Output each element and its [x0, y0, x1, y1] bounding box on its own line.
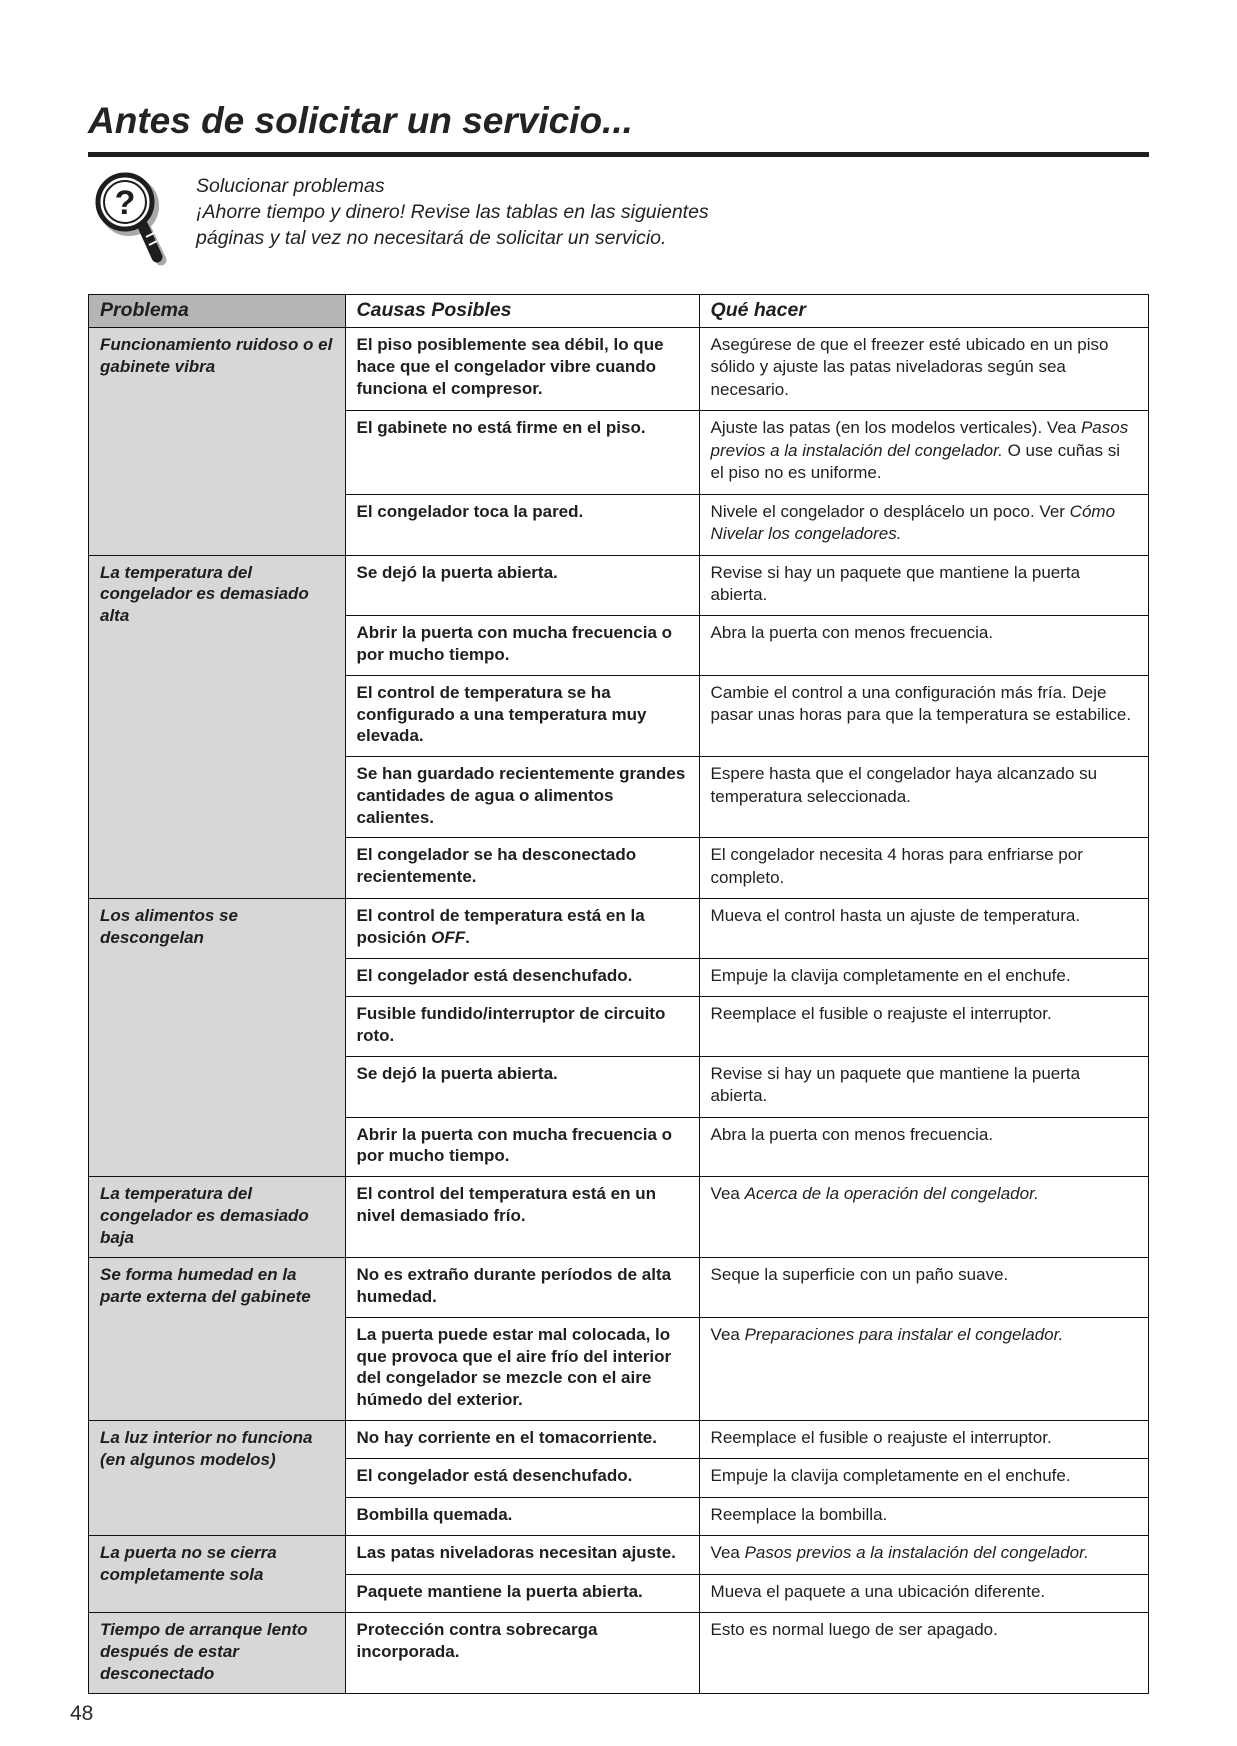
table-body [89, 328, 1149, 1694]
cause-cell: Bombilla quemada. [345, 1497, 699, 1535]
action-cell: Revise si hay un paquete que mantiene la puerta abierta. [699, 1056, 1148, 1117]
action-cell: Espere hasta que el congelador haya alcanzado su temperatura seleccionada. [699, 757, 1148, 838]
cause-cell: Abrir la puerta con mucha frecuencia o por mucho tiempo. [345, 1117, 699, 1177]
table-row [89, 1177, 1149, 1258]
column-header-que-hacer: Qué hacer [699, 295, 1148, 328]
action-cell: Esto es normal luego de ser apagado. [699, 1613, 1148, 1694]
cause-cell: Protección contra sobrecarga incorporada. [345, 1613, 699, 1694]
action-cell: Mueva el paquete a una ubicación diferente. [699, 1574, 1148, 1612]
problem-cell: La temperatura del congelador es demasiado baja [89, 1177, 346, 1258]
table-row [89, 899, 1149, 959]
intro-heading: Solucionar problemas [196, 175, 385, 197]
cause-cell: El control de temperatura está en la posición OFF. [345, 899, 699, 959]
action-cell: Revise si hay un paquete que mantiene la puerta abierta. [699, 555, 1148, 616]
action-cell: Abra la puerta con menos frecuencia. [699, 616, 1148, 676]
action-cell: Reemplace la bombilla. [699, 1497, 1148, 1535]
intro-line-2: páginas y tal vez no necesitará de solicitar un servicio. [196, 227, 667, 250]
action-cell: Reemplace el fusible o reajuste el interruptor. [699, 997, 1148, 1057]
action-cell: Reemplace el fusible o reajuste el interruptor. [699, 1420, 1148, 1458]
intro-section [88, 169, 1149, 274]
table-row [89, 555, 1149, 616]
cause-cell: El gabinete no está firme en el piso. [345, 411, 699, 494]
cause-cell: Paquete mantiene la puerta abierta. [345, 1574, 699, 1612]
cause-cell: El control del temperatura está en un nivel demasiado frío. [345, 1177, 699, 1258]
table-row [89, 328, 1149, 411]
problem-cell: Tiempo de arranque lento después de estar desconectado [89, 1613, 346, 1694]
cause-cell: Se dejó la puerta abierta. [345, 1056, 699, 1117]
cause-cell: No es extraño durante períodos de alta humedad. [345, 1258, 699, 1318]
action-cell: Seque la superficie con un paño suave. [699, 1258, 1148, 1318]
problem-cell: La puerta no se cierra completamente sola [89, 1536, 346, 1613]
cause-cell: Abrir la puerta con mucha frecuencia o por mucho tiempo. [345, 616, 699, 676]
troubleshooting-table [88, 294, 1149, 1694]
problem-cell: La luz interior no funciona (en algunos modelos) [89, 1420, 346, 1535]
cause-cell: Fusible fundido/interruptor de circuito roto. [345, 997, 699, 1057]
action-cell: Asegúrese de que el freezer esté ubicado en un piso sólido y ajuste las patas niveladoras según sea necesario. [699, 328, 1148, 411]
problem-cell: Los alimentos se descongelan [89, 899, 346, 1177]
action-cell: Vea Pasos previos a la instalación del congelador. [699, 1536, 1148, 1574]
question-mark-magnifier-icon [88, 169, 170, 274]
cause-cell: Se han guardado recientemente grandes cantidades de agua o alimentos calientes. [345, 757, 699, 838]
svg-text:?: ? [114, 184, 136, 222]
action-cell: Ajuste las patas (en los modelos verticales). Vea Pasos previos a la instalación del congelador. O use cuñas si el piso no es uniforme. [699, 411, 1148, 494]
page-number: 48 [70, 1702, 94, 1726]
cause-cell: El congelador se ha desconectado recientemente. [345, 838, 699, 899]
problem-cell: Se forma humedad en la parte externa del gabinete [89, 1258, 346, 1421]
problem-cell: La temperatura del congelador es demasiado alta [89, 555, 346, 899]
table-header-row [89, 295, 1149, 328]
page-title: Antes de solicitar un servicio... [88, 100, 1149, 157]
action-cell: Vea Acerca de la operación del congelador. [699, 1177, 1148, 1258]
cause-cell: Se dejó la puerta abierta. [345, 555, 699, 616]
intro-line-1: ¡Ahorre tiempo y dinero! Revise las tablas en las siguientes [196, 201, 709, 224]
magnifier-svg [88, 169, 170, 269]
action-cell: Abra la puerta con menos frecuencia. [699, 1117, 1148, 1177]
problem-cell: Funcionamiento ruidoso o el gabinete vibra [89, 328, 346, 556]
cause-cell: No hay corriente en el tomacorriente. [345, 1420, 699, 1458]
cause-cell: El piso posiblemente sea débil, lo que hace que el congelador vibre cuando funciona el compresor. [345, 328, 699, 411]
cause-cell: El control de temperatura se ha configurado a una temperatura muy elevada. [345, 675, 699, 756]
action-cell: Nivele el congelador o desplácelo un poco. Ver Cómo Nivelar los congeladores. [699, 494, 1148, 555]
table-row [89, 1420, 1149, 1458]
column-header-problema: Problema [89, 295, 346, 328]
action-cell: Empuje la clavija completamente en el enchufe. [699, 1459, 1148, 1497]
table-row [89, 1536, 1149, 1574]
action-cell: Mueva el control hasta un ajuste de temperatura. [699, 899, 1148, 959]
table-row [89, 1258, 1149, 1318]
action-cell: Empuje la clavija completamente en el enchufe. [699, 958, 1148, 996]
action-cell: Vea Preparaciones para instalar el congelador. [699, 1317, 1148, 1420]
cause-cell: El congelador está desenchufado. [345, 1459, 699, 1497]
table-row [89, 1613, 1149, 1694]
action-cell: El congelador necesita 4 horas para enfriarse por completo. [699, 838, 1148, 899]
column-header-causas-posibles: Causas Posibles [345, 295, 699, 328]
intro-text [196, 173, 709, 251]
action-cell: Cambie el control a una configuración más fría. Deje pasar unas horas para que la temperatura se estabilice. [699, 675, 1148, 756]
cause-cell: La puerta puede estar mal colocada, lo que provoca que el aire frío del interior del congelador se mezcle con el aire húmedo del exterior. [345, 1317, 699, 1420]
cause-cell: El congelador está desenchufado. [345, 958, 699, 996]
cause-cell: Las patas niveladoras necesitan ajuste. [345, 1536, 699, 1574]
cause-cell: El congelador toca la pared. [345, 494, 699, 555]
